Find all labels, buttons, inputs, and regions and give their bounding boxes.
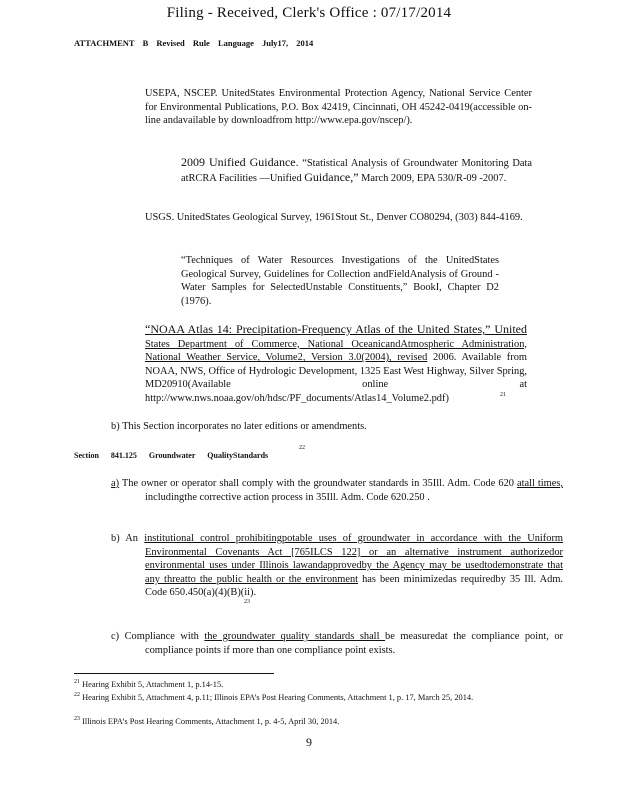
item-b-underlined: institutional control prohibitingpotable uses of groundwater in accordance with the Uniform Environmental Covenants Act [765ILCS 122] or an alternative instrument authorizedor environmental uses under Illinois lawandapprovedby the Agency may be usedtodemonstrate that any threatto the public health or the environment xyxy=(144,533,563,585)
item-a-label: a) xyxy=(111,478,120,489)
item-c-underlined: the groundwater quality standards shall xyxy=(204,631,385,642)
item-b-footnote-mark: 23 xyxy=(244,599,250,605)
footnote-22 xyxy=(74,690,534,703)
ref-unified-date: March 2009, EPA 530/R-09 -2007. xyxy=(358,172,507,184)
section-heading xyxy=(74,451,268,460)
filing-header: Filing - Received, Clerk's Office : 07/17/2014 xyxy=(166,5,452,21)
ref-techniques: “Techniques of Water Resources Investigations of the UnitedStates Geological Survey, Guidelines for Collection andFieldAnalysis of Ground -Water Samples for SelectedUnstable Constituents,” BookI, Chapter D2 (1976). xyxy=(181,255,499,307)
item-a xyxy=(111,477,563,504)
ref-unified-text: “Statistical Analysis of Groundwater Monitoring Data atRCRA Facilities —Unified xyxy=(181,158,532,184)
footnote-23-num: 23 xyxy=(74,716,80,722)
item-a-text-2: includingthe corrective action process in 35Ill. Adm. Code 620.250 . xyxy=(145,491,430,503)
footnote-21 xyxy=(74,677,534,690)
page-number: 9 xyxy=(306,735,312,749)
section-number: Section 841.125 xyxy=(74,451,137,460)
item-c-text-1: c) Compliance with xyxy=(111,631,205,642)
footnote-22-text: Hearing Exhibit 5, Attachment 4, p.11; Illinois EPA’s Post Hearing Comments, Attachment 1, p. 17, March 25, 2014. xyxy=(82,692,474,702)
ref-noaa-rest: 2006. Available from NOAA, NWS, Office of Hydrologic Development, 1325 East West Highway, Silver Spring, MD20910(Available online at http://www.nws.noaa.gov/oh/hdsc/PF_documents/Atlas14_Volume2.pdf) xyxy=(145,352,527,404)
item-b xyxy=(111,532,563,600)
footnote-23 xyxy=(74,714,534,727)
ref-noaa-title: “NOAA Atlas 14: Precipitation-Frequency Atlas of the United States,” United xyxy=(145,322,527,336)
footnote-21-text: Hearing Exhibit 5, Attachment 1, p.14-15. xyxy=(82,679,224,689)
footnote-22-num: 22 xyxy=(74,692,80,698)
section-footnote-mark: 22 xyxy=(299,445,305,451)
noaa-footnote-mark: 21 xyxy=(500,392,506,398)
item-b-label: b) An xyxy=(111,533,145,544)
ref-noaa-dept: States Department of Commerce, National OceanicandAtmospheric Administration, National Weather Service, Volume2, Version 3.0(2004), revised xyxy=(145,338,527,364)
attachment-line: ATTACHMENT B Revised Rule Language July17, 2014 xyxy=(74,38,314,48)
footnote-23-text: Illinois EPA’s Post Hearing Comments, Attachment 1, p. 4-5, April 30, 2014. xyxy=(82,716,340,726)
item-a-underlined: atall times, xyxy=(516,478,564,489)
item-b-text: has been minimizedas requiredby 35 Ill. Adm. Code 650.450(a)(4)(B)(ii). xyxy=(145,573,563,599)
ref-unified-guidance-word: Guidance,” xyxy=(304,169,359,184)
item-c xyxy=(111,630,563,657)
section-title: Groundwater QualityStandards xyxy=(148,451,269,460)
incorporates-text: b) This Section incorporates no later editions or amendments. xyxy=(111,421,367,432)
ref-unified-title: 2009 Unified Guidance. xyxy=(181,155,299,169)
item-a-text-1: The owner or operator shall comply with the groundwater standards in 35Ill. Adm. Code 620 xyxy=(119,478,517,489)
ref-usepa: USEPA, NSCEP. UnitedStates Environmental Protection Agency, National Service Center for Environmental Publications, P.O. Box 42419, Cincinnati, OH 45242-0419(accessible on-line andavailable by downloadfrom http://www.epa.gov/nscep/). xyxy=(145,88,532,127)
item-c-text-2: be measuredat the compliance point, or compliance points if more than one compliance point exists. xyxy=(145,631,564,656)
ref-unified-guidance xyxy=(181,156,532,185)
footnote-divider xyxy=(74,673,274,674)
ref-noaa xyxy=(145,323,527,406)
ref-usgs: USGS. UnitedStates Geological Survey, 1961Stout St., Denver CO80294, (303) 844-4169. xyxy=(145,212,523,223)
footnote-21-num: 21 xyxy=(74,679,80,685)
